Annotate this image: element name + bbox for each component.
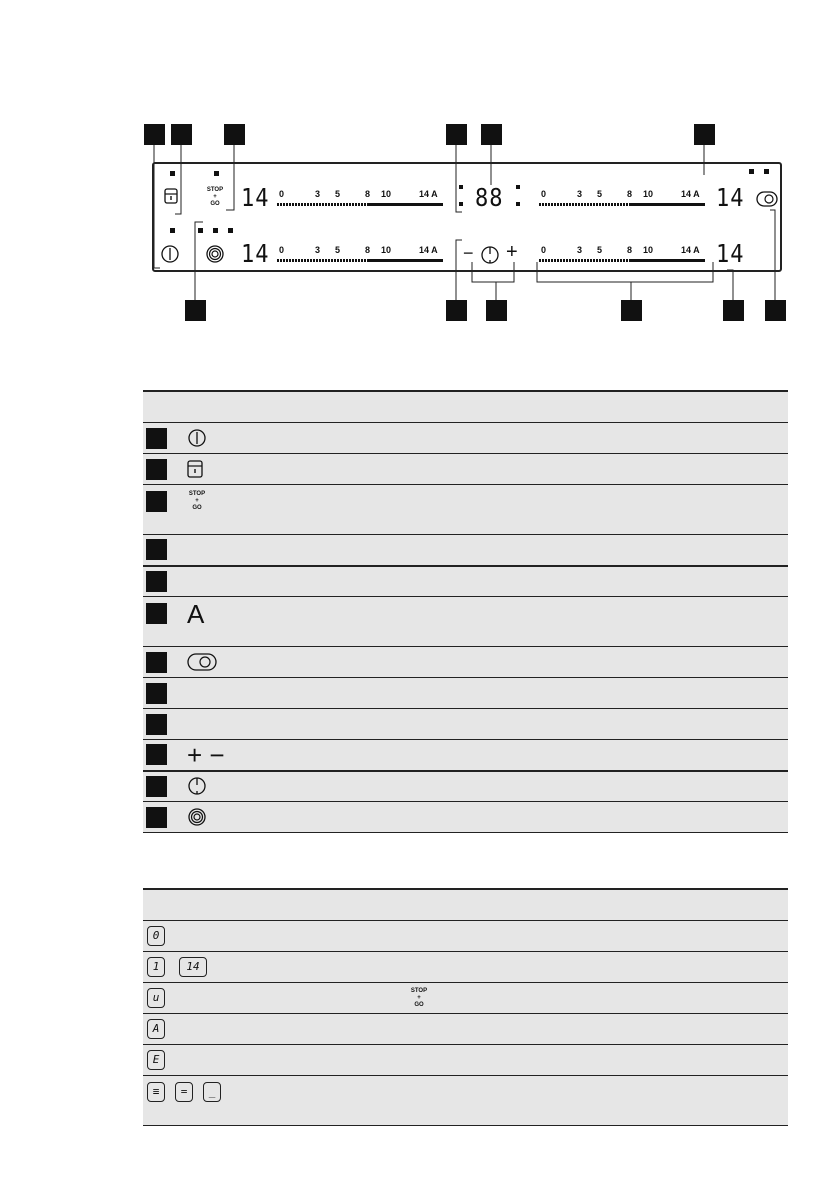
row-number-square	[146, 603, 167, 624]
symbol-table	[143, 390, 788, 833]
power-level-display: 14	[716, 184, 745, 213]
lock-icon	[187, 460, 203, 478]
stop-go-label: GO	[210, 201, 220, 207]
display-code: E	[147, 1050, 165, 1070]
table-row	[143, 647, 788, 678]
scale-label: 3	[315, 189, 321, 199]
bridge-icon[interactable]	[205, 244, 225, 264]
timer-colon	[459, 202, 463, 206]
scale-label: 5	[597, 189, 603, 199]
row-number-square	[146, 491, 167, 512]
display-code: _	[203, 1082, 221, 1102]
table-header	[143, 889, 788, 921]
scale-label: 10	[643, 189, 654, 199]
scale-label: 0	[541, 245, 547, 255]
stop-go-button[interactable]	[203, 187, 227, 208]
plus-minus-symbols: + −	[187, 740, 788, 771]
booster-toggle-icon[interactable]	[756, 191, 778, 207]
display-codes-table	[143, 888, 788, 1126]
table-row	[143, 566, 788, 597]
table-row	[143, 423, 788, 454]
indicator-dot	[213, 228, 218, 233]
row-number-square	[146, 539, 167, 560]
timer-plus-button[interactable]: +	[506, 241, 518, 263]
ampere-symbol: A	[187, 597, 788, 647]
table-row	[143, 771, 788, 802]
display-code: ≡	[147, 1082, 165, 1102]
scale-label: 0	[279, 189, 285, 199]
scale-label: 14 A	[419, 189, 438, 199]
stop-go-icon	[187, 491, 207, 512]
power-scale[interactable]	[277, 245, 443, 267]
indicator-dot	[764, 169, 769, 174]
row-number-square	[146, 776, 167, 797]
scale-label: 5	[335, 189, 341, 199]
booster-toggle-icon	[187, 652, 217, 672]
scale-label: 3	[577, 189, 583, 199]
stop-go-label: GO	[192, 505, 202, 511]
scale-label: 14 A	[419, 245, 438, 255]
scale-label: 3	[577, 245, 583, 255]
scale-label: 10	[381, 245, 392, 255]
power-scale[interactable]	[277, 189, 443, 211]
row-number-square	[146, 571, 167, 592]
table-row	[143, 485, 788, 535]
row-number-square	[146, 714, 167, 735]
row-number-square	[146, 744, 167, 765]
stop-go-label: GO	[414, 1001, 424, 1008]
lock-icon[interactable]	[164, 188, 178, 204]
power-level-display: 14	[716, 240, 745, 269]
timer-colon	[459, 185, 463, 189]
table-row	[143, 1076, 788, 1126]
timer-icon	[187, 776, 207, 796]
stop-go-label: +	[195, 498, 199, 504]
display-code: 14	[179, 957, 207, 977]
scale-label: 8	[365, 189, 371, 199]
display-code: u	[147, 988, 165, 1008]
scale-label: 5	[597, 245, 603, 255]
scale-label: 10	[643, 245, 654, 255]
table-row	[143, 1045, 788, 1076]
table-row	[143, 597, 788, 647]
stop-go-label: STOP	[410, 987, 428, 994]
table-row	[143, 952, 788, 983]
table-header	[143, 391, 788, 423]
power-icon[interactable]	[160, 244, 180, 264]
table-row	[143, 678, 788, 709]
table-row	[143, 740, 788, 771]
display-code: 0	[147, 926, 165, 946]
timer-icon[interactable]	[480, 245, 500, 265]
table-row	[143, 983, 788, 1014]
timer-minus-button[interactable]: −	[463, 243, 474, 263]
scale-label: 8	[627, 245, 633, 255]
scale-label: 14 A	[681, 245, 700, 255]
table-row	[143, 921, 788, 952]
table-row	[143, 535, 788, 566]
scale-label: 10	[381, 189, 392, 199]
power-scale[interactable]	[539, 245, 705, 267]
power-level-display: 14	[241, 240, 270, 269]
stop-go-label: +	[417, 994, 421, 1001]
scale-label: 3	[315, 245, 321, 255]
timer-display: 88	[475, 184, 504, 213]
indicator-dot	[198, 228, 203, 233]
scale-label: 5	[335, 245, 341, 255]
row-number-square	[146, 652, 167, 673]
row-number-square	[146, 459, 167, 480]
timer-colon	[516, 185, 520, 189]
power-level-display: 14	[241, 184, 270, 213]
display-code: =	[175, 1082, 193, 1102]
stop-go-icon	[409, 988, 429, 1009]
indicator-dot	[749, 169, 754, 174]
scale-label: 0	[279, 245, 285, 255]
display-code: A	[147, 1019, 165, 1039]
stop-go-label: STOP	[206, 187, 224, 193]
scale-label: 8	[365, 245, 371, 255]
table-row	[143, 1014, 788, 1045]
row-number-square	[146, 683, 167, 704]
table-row	[143, 802, 788, 833]
table-row	[143, 454, 788, 485]
scale-label: 8	[627, 189, 633, 199]
indicator-dot	[170, 171, 175, 176]
display-code: 1	[147, 957, 165, 977]
row-number-square	[146, 807, 167, 828]
scale-label: 0	[541, 189, 547, 199]
power-scale[interactable]	[539, 189, 705, 211]
power-icon	[187, 428, 207, 448]
indicator-dot	[214, 171, 219, 176]
indicator-dot	[228, 228, 233, 233]
row-number-square	[146, 428, 167, 449]
table-row	[143, 709, 788, 740]
indicator-dot	[170, 228, 175, 233]
bridge-icon	[187, 807, 207, 827]
stop-go-label: +	[213, 194, 217, 200]
scale-label: 14 A	[681, 189, 700, 199]
timer-colon	[516, 202, 520, 206]
stop-go-label: STOP	[188, 491, 206, 497]
